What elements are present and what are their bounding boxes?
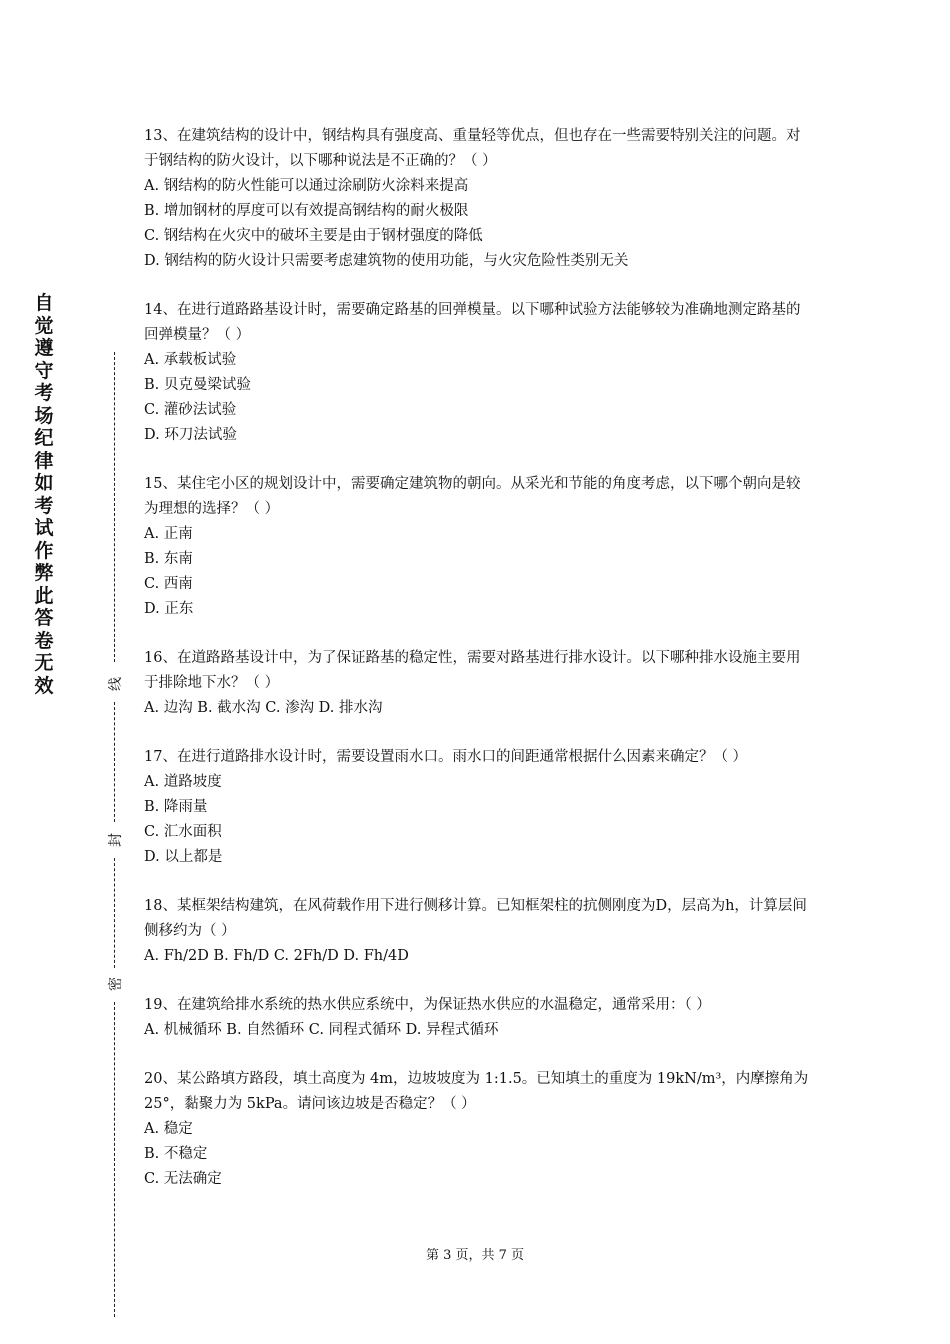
question-stem: 16、在道路路基设计中，为了保证路基的稳定性，需要对路基进行排水设计。以下哪种排水设施主要用于排除地下水？（ ） <box>144 650 801 691</box>
option-c: C. 西南 <box>144 576 193 592</box>
option-b: B. 东南 <box>144 551 193 567</box>
option-c: C. 灌砂法试验 <box>144 402 237 418</box>
dash-segment <box>114 858 115 968</box>
dash-segment <box>114 352 115 662</box>
binding-mark-line: 线 <box>105 675 125 693</box>
dash-segment <box>114 702 115 822</box>
option-c: C. 汇水面积 <box>144 824 222 840</box>
question-20 <box>144 1067 810 1192</box>
option-a: A. 承载板试验 <box>144 352 237 368</box>
question-18 <box>144 894 810 969</box>
option-d: D. 正东 <box>144 601 194 617</box>
option-a: A. 道路坡度 <box>144 774 222 790</box>
question-stem: 15、某住宅小区的规划设计中，需要确定建筑物的朝向。从采光和节能的角度考虑，以下哪个朝向是较为理想的选择？（ ） <box>144 476 801 517</box>
question-15 <box>144 472 810 622</box>
option-b: B. 不稳定 <box>144 1146 208 1162</box>
option-a: A. 稳定 <box>144 1121 193 1137</box>
options-inline: A. Fh/2D B. Fh/D C. 2Fh/D D. Fh/4D <box>144 948 409 964</box>
question-16 <box>144 646 810 721</box>
binding-mark-seal: 封 <box>105 831 125 849</box>
option-b: B. 增加钢材的厚度可以有效提高钢结构的耐火极限 <box>144 203 469 219</box>
option-c: C. 钢结构在火灾中的破坏主要是由于钢材强度的降低 <box>144 228 483 244</box>
question-list <box>144 124 810 1216</box>
option-a: A. 钢结构的防火性能可以通过涂刷防火涂料来提高 <box>144 178 469 194</box>
option-d: D. 以上都是 <box>144 849 223 865</box>
question-stem: 13、在建筑结构的设计中，钢结构具有强度高、重量轻等优点，但也存在一些需要特别关注的问题。对于钢结构的防火设计，以下哪种说法是不正确的？（ ） <box>144 128 801 169</box>
option-d: D. 环刀法试验 <box>144 427 237 443</box>
question-13 <box>144 124 810 274</box>
question-stem: 19、在建筑给排水系统的热水供应系统中，为保证热水供应的水温稳定，通常采用：（ ） <box>144 997 711 1013</box>
page-number: 第 3 页，共 7 页 <box>425 1248 525 1263</box>
question-stem: 17、在进行道路排水设计时，需要设置雨水口。雨水口的间距通常根据什么因素来确定？（ ） <box>144 749 748 765</box>
question-19 <box>144 993 810 1043</box>
option-b: B. 贝克曼梁试验 <box>144 377 251 393</box>
options-inline: A. 边沟 B. 截水沟 C. 渗沟 D. 排水沟 <box>144 700 383 716</box>
option-a: A. 正南 <box>144 526 193 542</box>
option-d: D. 钢结构的防火设计只需要考虑建筑物的使用功能，与火灾危险性类别无关 <box>144 253 629 269</box>
binding-line <box>104 352 126 1317</box>
exam-discipline-warning: 自觉遵守考场纪律如考试作弊此答卷无效 <box>34 292 54 697</box>
question-14 <box>144 298 810 448</box>
option-b: B. 降雨量 <box>144 799 208 815</box>
binding-mark-secret: 密 <box>105 975 125 993</box>
question-stem: 18、某框架结构建筑，在风荷载作用下进行侧移计算。已知框架柱的抗侧刚度为D，层高为h，计算层间侧移约为（ ） <box>144 898 807 939</box>
question-stem: 14、在进行道路路基设计时，需要确定路基的回弹模量。以下哪种试验方法能够较为准确地测定路基的回弹模量？（ ） <box>144 302 801 343</box>
options-inline: A. 机械循环 B. 自然循环 C. 同程式循环 D. 异程式循环 <box>144 1022 499 1038</box>
question-stem: 20、某公路填方路段，填土高度为 4m，边坡坡度为 1:1.5。已知填土的重度为 19kN/m³，内摩擦角为 25°，黏聚力为 5kPa。请问该边坡是否稳定？（ ） <box>144 1071 809 1112</box>
dash-segment <box>114 1002 115 1317</box>
option-c: C. 无法确定 <box>144 1171 222 1187</box>
question-17 <box>144 745 810 870</box>
